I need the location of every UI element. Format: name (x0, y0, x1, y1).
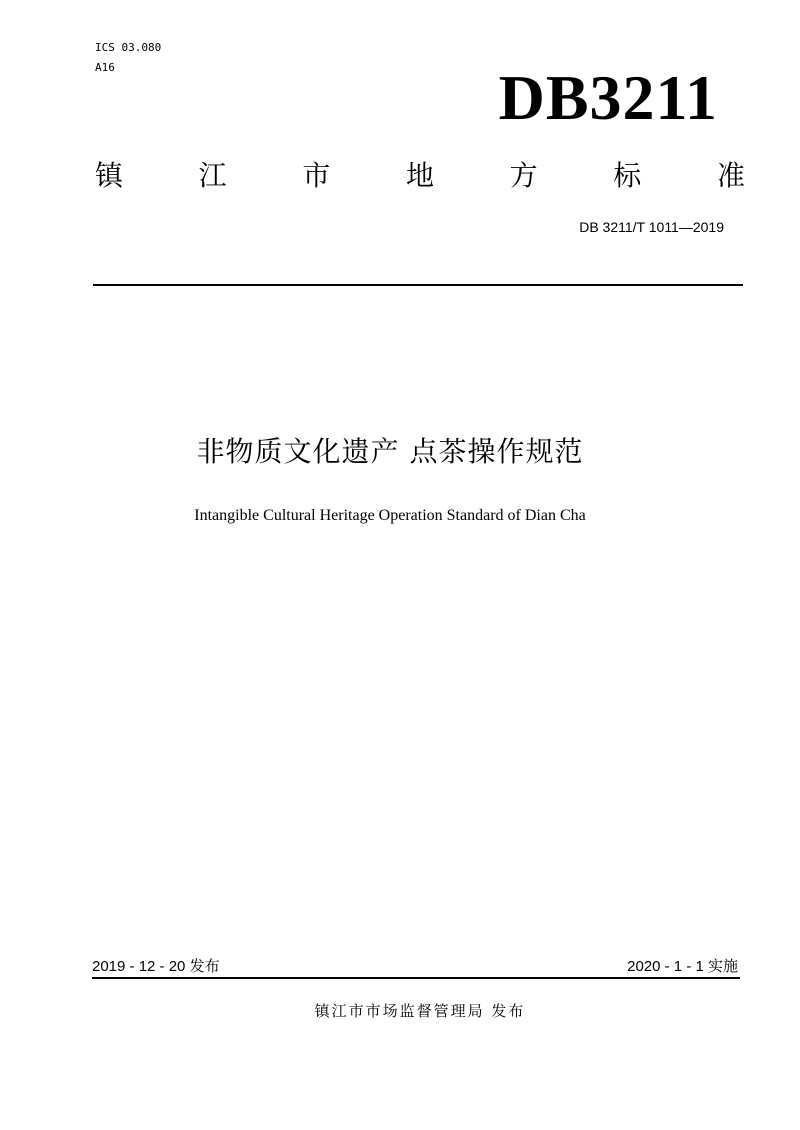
document-title-english: Intangible Cultural Heritage Operation Standard of Dian Cha (194, 507, 586, 524)
classification-code: A16 (95, 61, 115, 74)
effective-date: 2020 - 1 - 1 实施 (627, 958, 738, 975)
standard-type-heading (95, 156, 745, 196)
release-date: 2019 - 12 - 20 发布 (92, 958, 220, 975)
standard-type-char: 方 (509, 159, 538, 192)
standard-type-char: 江 (198, 159, 227, 192)
header-divider (93, 284, 743, 286)
issuing-authority: 镇江市市场监督管理局 发布 (314, 1002, 526, 1020)
standard-logo: DB3211 (498, 62, 718, 133)
footer-divider (92, 977, 740, 979)
document-title-chinese: 非物质文化遗产 点茶操作规范 (196, 435, 584, 468)
standard-type-char: 地 (405, 159, 434, 192)
standard-type-char: 标 (613, 159, 642, 192)
standard-type-char: 准 (716, 159, 745, 192)
standard-type-char: 市 (302, 159, 331, 192)
standard-number: DB 3211/T 1011—2019 (579, 219, 724, 235)
standard-type-char: 镇 (95, 159, 124, 192)
ics-code: ICS 03.080 (95, 41, 162, 54)
